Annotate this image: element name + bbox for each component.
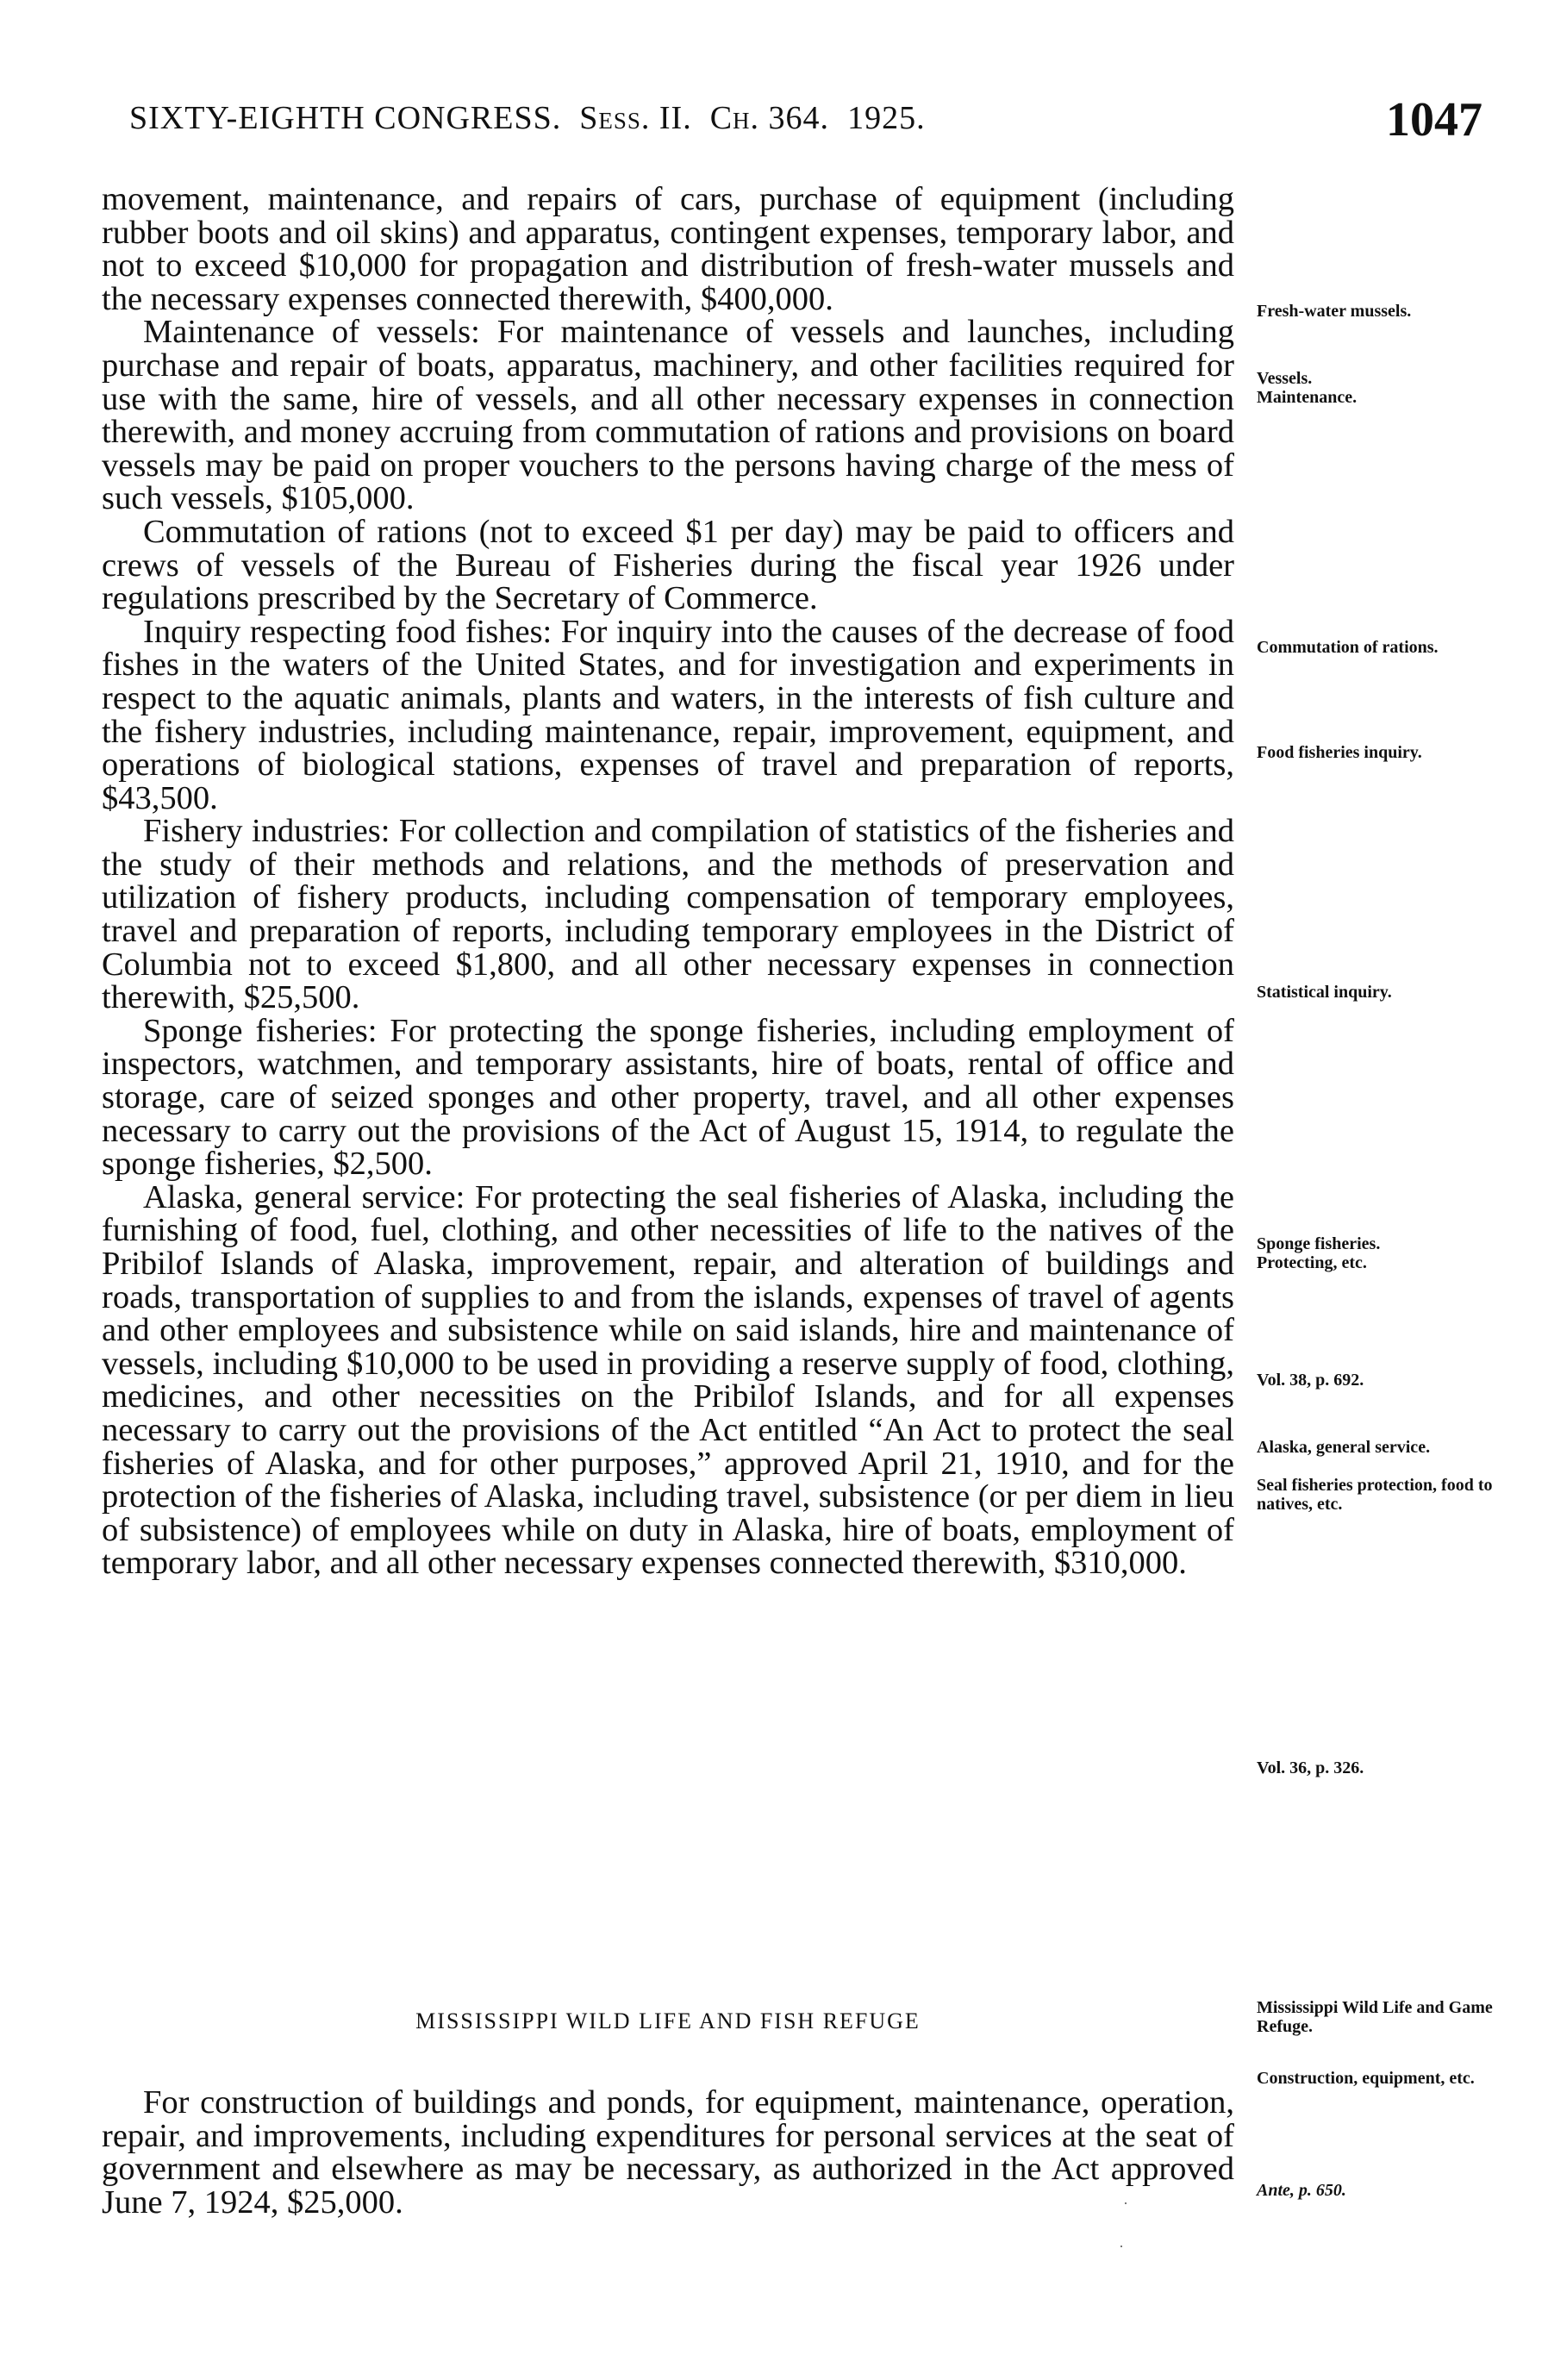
paragraph-maintenance-of-vessels: Maintenance of vessels: For maintenance of vessels and launches, including purchase and repair of boats, apparatus, machinery, and other facilities required for use with the same, hire of vessels, and all other necessary expenses in connection therewith, and money accruing from commutation of rations and provisions on board vessels may be paid on proper vouchers to the persons having charge of the mess of such vessels, $105,000. <box>102 314 1234 517</box>
margin-note-vol-36: Vol. 36, p. 326. <box>1257 1758 1364 1777</box>
margin-note-seal-fisheries: Seal fisheries protection, food to natives, etc. <box>1257 1476 1493 1514</box>
paragraph-commutation-of-rations: Commutation of rations (not to exceed $1 per day) may be paid to officers and crews of vessels of the Bureau of Fisheries during the fiscal year 1926 under regulations prescribed by the Secretary of Commerce. <box>102 513 1234 617</box>
margin-note-fresh-water-mussels: Fresh-water mussels. <box>1257 302 1412 321</box>
congress-label: SIXTY-EIGHTH CONGRESS. <box>129 100 562 136</box>
chapter-label: Ch. 364. <box>709 100 830 136</box>
running-header <box>129 93 1482 159</box>
margin-note-construction: Construction, equipment, etc. <box>1257 2069 1475 2088</box>
session-label: Sess. II. <box>579 100 692 136</box>
margin-note-ante: Ante, p. 650. <box>1257 2181 1346 2200</box>
scan-speck <box>1125 2202 1127 2204</box>
refuge-text <box>102 2086 1234 2219</box>
margin-note-maintenance: Maintenance. <box>1257 388 1358 407</box>
margin-note-protecting: Protecting, etc. <box>1257 1253 1367 1272</box>
margin-note-vessels: Vessels. <box>1257 369 1313 388</box>
paragraph-alaska-general-service: Alaska, general service: For protecting the seal fisheries of Alaska, including the furnishing of food, fuel, clothing, and other necessities of life to the natives of the Pribilof Islands of Alaska, improvement, repair, and alteration of buildings and roads, transportation of supplies to and from the islands, expenses of travel of agents and other employees and subsistence while on said islands, hire and maintenance of vessels, including $10,000 to be used in providing a reserve supply of food, clothing, medicines, and other necessities on the Pribilof Islands, and for all expenses necessary to carry out the provisions of the Act entitled “An Act to protect the seal fisheries of Alaska, and for other purposes,” approved April 21, 1910, and for the protection of the fisheries of Alaska, including travel, subsistence (or per diem in lieu of subsistence) of employees while on duty in Alaska, hire of boats, employment of temporary labor, and all other necessary expenses connected therewith, $310,000. <box>102 1178 1234 1582</box>
main-text <box>102 183 1234 1580</box>
margin-note-vol-38: Vol. 38, p. 692. <box>1257 1371 1364 1390</box>
margin-note-commutation: Commutation of rations. <box>1257 638 1439 657</box>
paragraph-refuge-construction: For construction of buildings and ponds, for equipment, maintenance, operation, repair, and improvements, including expenditures for personal services at the seat of government and elsewhere as may be necessary, as authorized in the Act approved June 7, 1924, $25,000. <box>102 2084 1234 2221</box>
paragraph-fishery-industries: Fishery industries: For collection and compilation of statistics of the fisheries and the study of their methods and relations, and the methods of preservation and utilization of fishery products, including compensation of temporary employees, travel and preparation of reports, including temporary employees in the District of Columbia not to exceed $1,800, and all other necessary expenses in connection therewith, $25,500. <box>102 813 1234 1016</box>
paragraph-inquiry-food-fishes: Inquiry respecting food fishes: For inquiry into the causes of the decrease of food fishes in the waters of the United States, and for investigation and experiments in respect to the aquatic animals, plants and waters, in the interests of fish culture and the fishery industries, including maintenance, repair, improvement, equipment, and operations of biological stations, expenses of travel and preparation of reports, $43,500. <box>102 613 1234 816</box>
margin-note-statistical: Statistical inquiry. <box>1257 983 1392 1002</box>
page-number: 1047 <box>1386 93 1482 147</box>
margin-note-mississippi: Mississippi Wild Life and Game Refuge. <box>1257 1998 1493 2036</box>
margin-note-alaska: Alaska, general service. <box>1257 1438 1431 1457</box>
year-label: 1925. <box>847 100 926 136</box>
paragraph-sponge-fisheries: Sponge fisheries: For protecting the sponge fisheries, including employment of inspectors, watchmen, and temporary assistants, hire of boats, rental of office and storage, care of seized sponges and other property, travel, and all other expenses necessary to carry out the provisions of the Act of August 15, 1914, to regulate the sponge fisheries, $2,500. <box>102 1012 1234 1183</box>
margin-note-food-fisheries: Food fisheries inquiry. <box>1257 743 1422 762</box>
scan-speck <box>1120 2246 1122 2247</box>
margin-note-sponge: Sponge fisheries. <box>1257 1234 1381 1253</box>
paragraph-continuation: movement, maintenance, and repairs of cars, purchase of equipment (including rubber boots and oil skins) and apparatus, contingent expenses, temporary labor, and not to exceed $10,000 for propagation and distribution of fresh-water mussels and the necessary expenses connected therewith, $400,000. <box>102 181 1234 317</box>
section-heading: MISSISSIPPI WILD LIFE AND FISH REFUGE <box>415 2008 921 2033</box>
running-head <box>129 99 926 137</box>
